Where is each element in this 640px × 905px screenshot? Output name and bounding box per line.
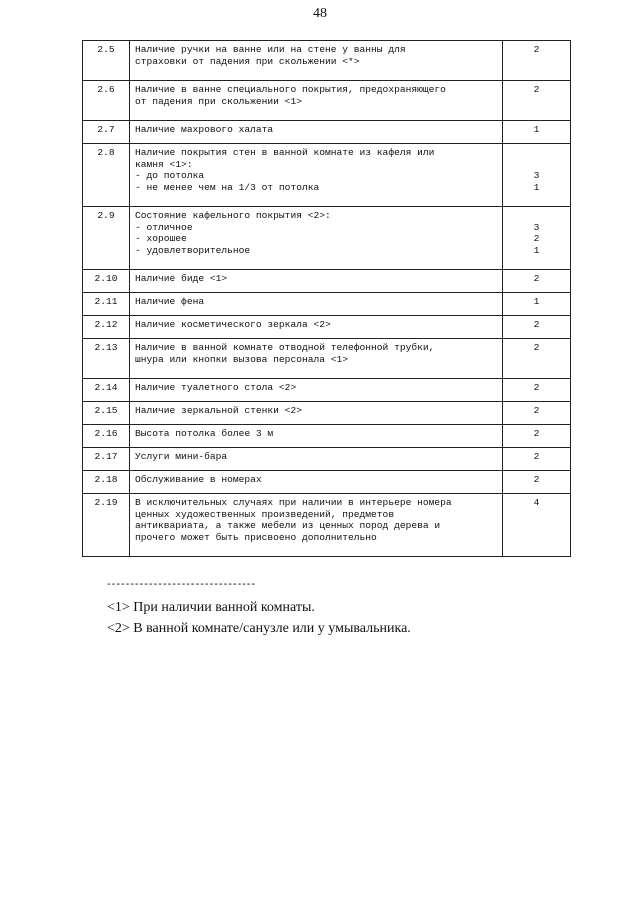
description-line: от падения при скольжении <1> — [135, 95, 302, 107]
item-points — [503, 402, 571, 425]
description-line: шнура или кнопки вызова персонала <1> — [135, 353, 349, 365]
points-value: 2 — [533, 44, 540, 55]
item-points — [503, 316, 571, 339]
footnote-separator: -------------------------------- — [107, 578, 257, 590]
item-points — [503, 144, 571, 207]
item-points — [503, 81, 571, 121]
table-row — [83, 293, 571, 316]
item-description — [130, 339, 503, 379]
description-line: - удовлетворительное — [135, 244, 251, 256]
points-value — [507, 159, 566, 171]
item-description — [130, 121, 503, 144]
item-points — [503, 293, 571, 316]
points-value: 1 — [533, 124, 540, 135]
points-value — [507, 210, 566, 222]
table-row — [83, 425, 571, 448]
description-line: Наличие покрытия стен в ванной комнате из кафеля или — [135, 147, 435, 158]
points-value: 2 — [533, 405, 540, 416]
description-line: Наличие фена — [135, 296, 205, 307]
table-row — [83, 121, 571, 144]
description-line: антиквариата, а также мебели из ценных пород дерева и — [135, 520, 441, 531]
item-number: 2.11 — [83, 293, 130, 316]
item-number: 2.18 — [83, 471, 130, 494]
criteria-table-wrapper — [82, 40, 570, 557]
footnote-1: <1> При наличии ванной комнаты. — [107, 600, 315, 615]
item-points — [503, 207, 571, 270]
points-value: 3 — [533, 221, 540, 233]
points-value: 2 — [533, 342, 540, 353]
item-points — [503, 270, 571, 293]
description-line: Наличие махрового халата — [135, 124, 274, 135]
description-line: Услуги мини-бара — [135, 451, 228, 462]
description-line: камня <1>: — [135, 158, 193, 170]
points-value: 2 — [533, 273, 540, 284]
item-description — [130, 293, 503, 316]
points-value: 2 — [533, 382, 540, 393]
table-row — [83, 471, 571, 494]
table-row — [83, 81, 571, 121]
table-row — [83, 270, 571, 293]
item-description — [130, 144, 503, 207]
item-description — [130, 471, 503, 494]
description-line: прочего может быть присвоено дополнительно — [135, 531, 377, 543]
item-number: 2.13 — [83, 339, 130, 379]
page-number: 48 — [313, 6, 327, 21]
points-value: 2 — [533, 451, 540, 462]
item-points — [503, 379, 571, 402]
item-number: 2.10 — [83, 270, 130, 293]
points-value: 2 — [533, 474, 540, 485]
description-line: Наличие в ванной комнате отводной телефонной трубки, — [135, 342, 435, 353]
footnote-2: <2> В ванной комнате/санузле или у умывальника. — [107, 621, 411, 636]
item-points — [503, 339, 571, 379]
description-line: Наличие зеркальной стенки <2> — [135, 405, 302, 416]
item-description — [130, 81, 503, 121]
item-number: 2.17 — [83, 448, 130, 471]
item-number: 2.6 — [83, 81, 130, 121]
points-value — [507, 147, 566, 159]
table-row — [83, 207, 571, 270]
item-description — [130, 379, 503, 402]
table-row — [83, 379, 571, 402]
points-value: 2 — [533, 428, 540, 439]
table-row — [83, 144, 571, 207]
item-number: 2.16 — [83, 425, 130, 448]
item-description — [130, 494, 503, 557]
points-value: 2 — [533, 319, 540, 330]
item-number: 2.9 — [83, 207, 130, 270]
item-number: 2.8 — [83, 144, 130, 207]
item-points — [503, 494, 571, 557]
description-line: Состояние кафельного покрытия <2>: — [135, 210, 331, 221]
points-value: 1 — [533, 244, 540, 256]
points-value: 3 — [533, 170, 540, 181]
points-value: 1 — [533, 181, 540, 193]
description-line: Высота потолка более 3 м — [135, 428, 274, 439]
description-line: В исключительных случаях при наличии в интерьере номера — [135, 497, 452, 508]
item-description — [130, 41, 503, 81]
item-points — [503, 471, 571, 494]
table-row — [83, 316, 571, 339]
description-line: Наличие ручки на ванне или на стене у ванны для — [135, 44, 406, 55]
description-line: ценных художественных произведений, предметов — [135, 508, 395, 520]
item-number: 2.5 — [83, 41, 130, 81]
item-number: 2.12 — [83, 316, 130, 339]
description-line: Наличие в ванне специального покрытия, предохраняющего — [135, 84, 446, 95]
description-line: - до потолка — [135, 170, 205, 181]
description-line: - хорошее — [135, 233, 187, 244]
table-row — [83, 41, 571, 81]
item-points — [503, 41, 571, 81]
item-number: 2.14 — [83, 379, 130, 402]
table-row — [83, 494, 571, 557]
table-row — [83, 402, 571, 425]
description-line: - не менее чем на 1/3 от потолка — [135, 181, 320, 193]
description-line: Обслуживание в номерах — [135, 474, 262, 485]
points-value: 1 — [533, 296, 540, 307]
item-description — [130, 425, 503, 448]
points-value: 2 — [533, 233, 540, 244]
item-description — [130, 316, 503, 339]
item-points — [503, 425, 571, 448]
item-points — [503, 121, 571, 144]
item-description — [130, 402, 503, 425]
description-line: - отличное — [135, 221, 193, 233]
description-line: страховки от падения при скольжении <*> — [135, 55, 360, 67]
item-number: 2.19 — [83, 494, 130, 557]
item-number: 2.15 — [83, 402, 130, 425]
table-row — [83, 448, 571, 471]
criteria-table — [82, 40, 571, 557]
item-description — [130, 448, 503, 471]
description-line: Наличие косметического зеркала <2> — [135, 319, 331, 330]
description-line: Наличие биде <1> — [135, 273, 228, 284]
item-number: 2.7 — [83, 121, 130, 144]
points-value: 2 — [533, 84, 540, 95]
item-points — [503, 448, 571, 471]
criteria-table-body — [83, 41, 571, 557]
points-value: 4 — [533, 497, 540, 508]
table-row — [83, 339, 571, 379]
description-line: Наличие туалетного стола <2> — [135, 382, 297, 393]
item-description — [130, 270, 503, 293]
item-description — [130, 207, 503, 270]
